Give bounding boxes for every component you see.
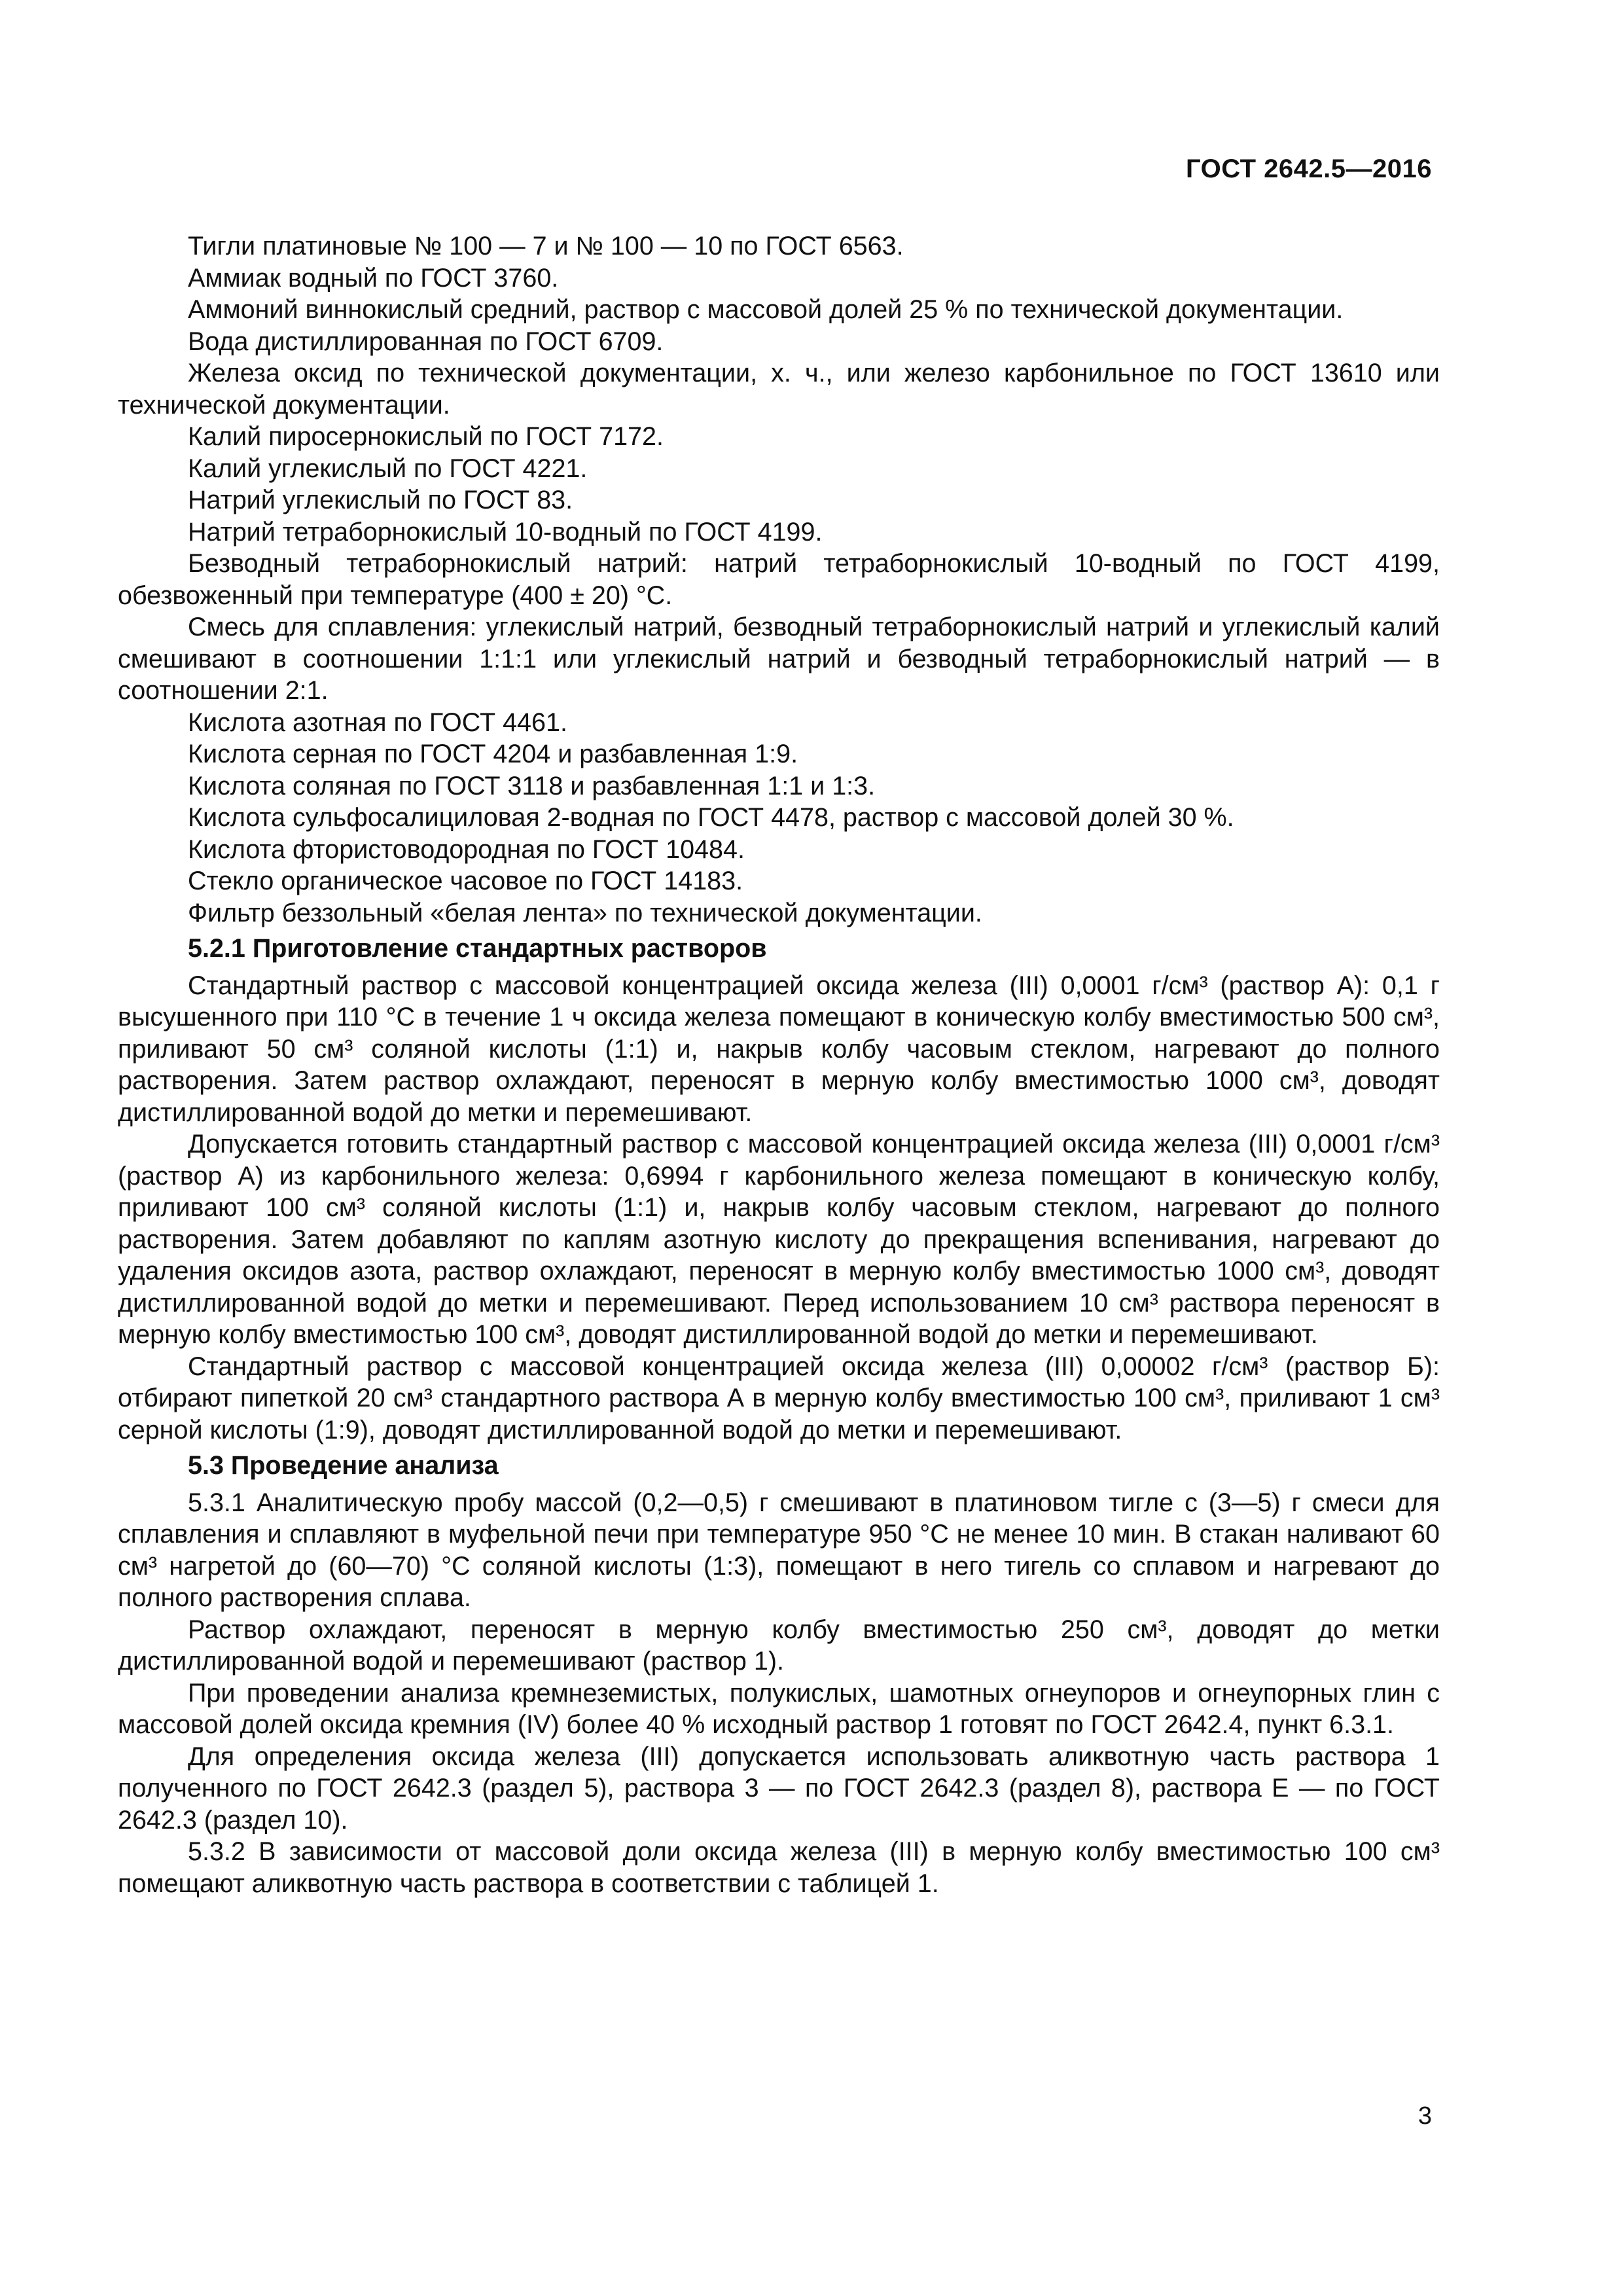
section-heading: 5.3 Проведение анализа [188, 1451, 499, 1480]
paragraph: Натрий тетраборнокислый 10-водный по ГОСТ 4199. [188, 517, 823, 547]
paragraph: Аммиак водный по ГОСТ 3760. [188, 263, 559, 293]
paragraph: Кислота фтористоводородная по ГОСТ 10484. [188, 834, 745, 864]
paragraph: Фильтр беззольный «белая лента» по технической документации. [188, 898, 982, 927]
paragraph: Кислота соляная по ГОСТ 3118 и разбавленная 1:1 и 1:3. [188, 771, 876, 800]
paragraph: Кислота сульфосалициловая 2-водная по ГОСТ 4478, раствор с массовой долей 30 %. [188, 803, 1234, 832]
paragraph: Вода дистиллированная по ГОСТ 6709. [188, 327, 664, 356]
paragraph: Натрий углекислый по ГОСТ 83. [188, 486, 573, 514]
page-number: 3 [1418, 2102, 1432, 2130]
paragraph: Стандартный раствор с массовой концентрацией оксида железа (III) 0,00002 г/см³ (раствор Б): отбирают пипеткой 20 см³ стандартного раствора А в мерную колбу вместимостью 100 см³, приливают 1 см³ серной кислоты (1:9), доводят дистиллированной водой до метки и перемешивают. [118, 1352, 1440, 1444]
paragraph: Для определения оксида железа (III) допускается использовать аликвотную часть раствора 1 полученного по ГОСТ 2642.3 (раздел 5), раствора 3 — по ГОСТ 2642.3 (раздел 8), раствора Е — по ГОСТ 2642.3 (раздел 10). [118, 1742, 1440, 1835]
section-heading: 5.2.1 Приготовление стандартных растворов [188, 934, 767, 963]
paragraph: Железа оксид по технической документации, х. ч., или железо карбонильное по ГОСТ 13610 или технической документации. [118, 359, 1440, 420]
paragraph: 5.3.2 В зависимости от массовой доли оксида железа (III) в мерную колбу вместимостью 100 см³ помещают аликвотную часть раствора в соответствии с таблицей 1. [118, 1837, 1440, 1898]
paragraph: Калий пиросернокислый по ГОСТ 7172. [188, 422, 664, 451]
standard-code-header: ГОСТ 2642.5—2016 [1185, 154, 1432, 183]
paragraph: Тигли платиновые № 100 — 7 и № 100 — 10 по ГОСТ 6563. [188, 232, 904, 260]
paragraph: Кислота серная по ГОСТ 4204 и разбавленная 1:9. [188, 740, 798, 768]
paragraph: Допускается готовить стандартный раствор с массовой концентрацией оксида железа (III) 0,0001 г/см³ (раствор А) из карбонильного железа: 0,6994 г карбонильного железа помещают в коническую колбу, приливают 100 см³ соляной кислоты (1:1) и, накрыв колбу часовым стеклом, нагревают до полного растворения. Затем добавляют по каплям азотную кислоту до прекращения вспенивания, нагревают до удаления оксидов азота, раствор охлаждают, переносят в мерную колбу вместимостью 1000 см³, доводят дистиллированной водой до метки и перемешивают. Перед использованием 10 см³ раствора переносят в мерную колбу вместимостью 100 см³, доводят дистиллированной водой до метки и перемешивают. [118, 1130, 1440, 1349]
paragraph: Смесь для сплавления: углекислый натрий, безводный тетраборнокислый натрий и углекислый калий смешивают в соотношении 1:1:1 или углекислый натрий и безводный тетраборнокислый натрий — в соотношении 2:1. [118, 613, 1440, 705]
paragraph: Кислота азотная по ГОСТ 4461. [188, 708, 567, 737]
paragraph: Безводный тетраборнокислый натрий: натрий тетраборнокислый 10-водный по ГОСТ 4199, обезвоженный при температуре (400 ± 20) °С. [118, 549, 1440, 610]
paragraph: Стандартный раствор с массовой концентрацией оксида железа (III) 0,0001 г/см³ (раствор А): 0,1 г высушенного при 110 °С в течение 1 ч оксида железа помещают в коническую колбу вместимостью 500 см³, приливают 50 см³ соляной кислоты (1:1) и, накрыв колбу часовым стеклом, нагревают до полного растворения. Затем раствор охлаждают, переносят в мерную колбу вместимостью 1000 см³, доводят дистиллированной водой до метки и перемешивают. [118, 971, 1440, 1127]
page-body [118, 230, 1440, 1899]
paragraph: Раствор охлаждают, переносят в мерную колбу вместимостью 250 см³, доводят до метки дистиллированной водой и перемешивают (раствор 1). [118, 1615, 1440, 1676]
paragraph: Стекло органическое часовое по ГОСТ 14183. [188, 867, 743, 895]
paragraph: Аммоний виннокислый средний, раствор с массовой долей 25 % по технической документации. [188, 295, 1344, 324]
paragraph: 5.3.1 Аналитическую пробу массой (0,2—0,5) г смешивают в платиновом тигле с (3—5) г смеси для сплавления и сплавляют в муфельной печи при температуре 950 °С не менее 10 мин. В стакан наливают 60 см³ нагретой до (60—70) °С соляной кислоты (1:3), помещают в него тигель со сплавом и нагревают до полного растворения сплава. [118, 1488, 1440, 1612]
paragraph: Калий углекислый по ГОСТ 4221. [188, 454, 588, 483]
paragraph: При проведении анализа кремнеземистых, полукислых, шамотных огнеупоров и огнеупорных глин с массовой долей оксида кремния (IV) более 40 % исходный раствор 1 готовят по ГОСТ 2642.4, пункт 6.3.1. [118, 1678, 1440, 1739]
